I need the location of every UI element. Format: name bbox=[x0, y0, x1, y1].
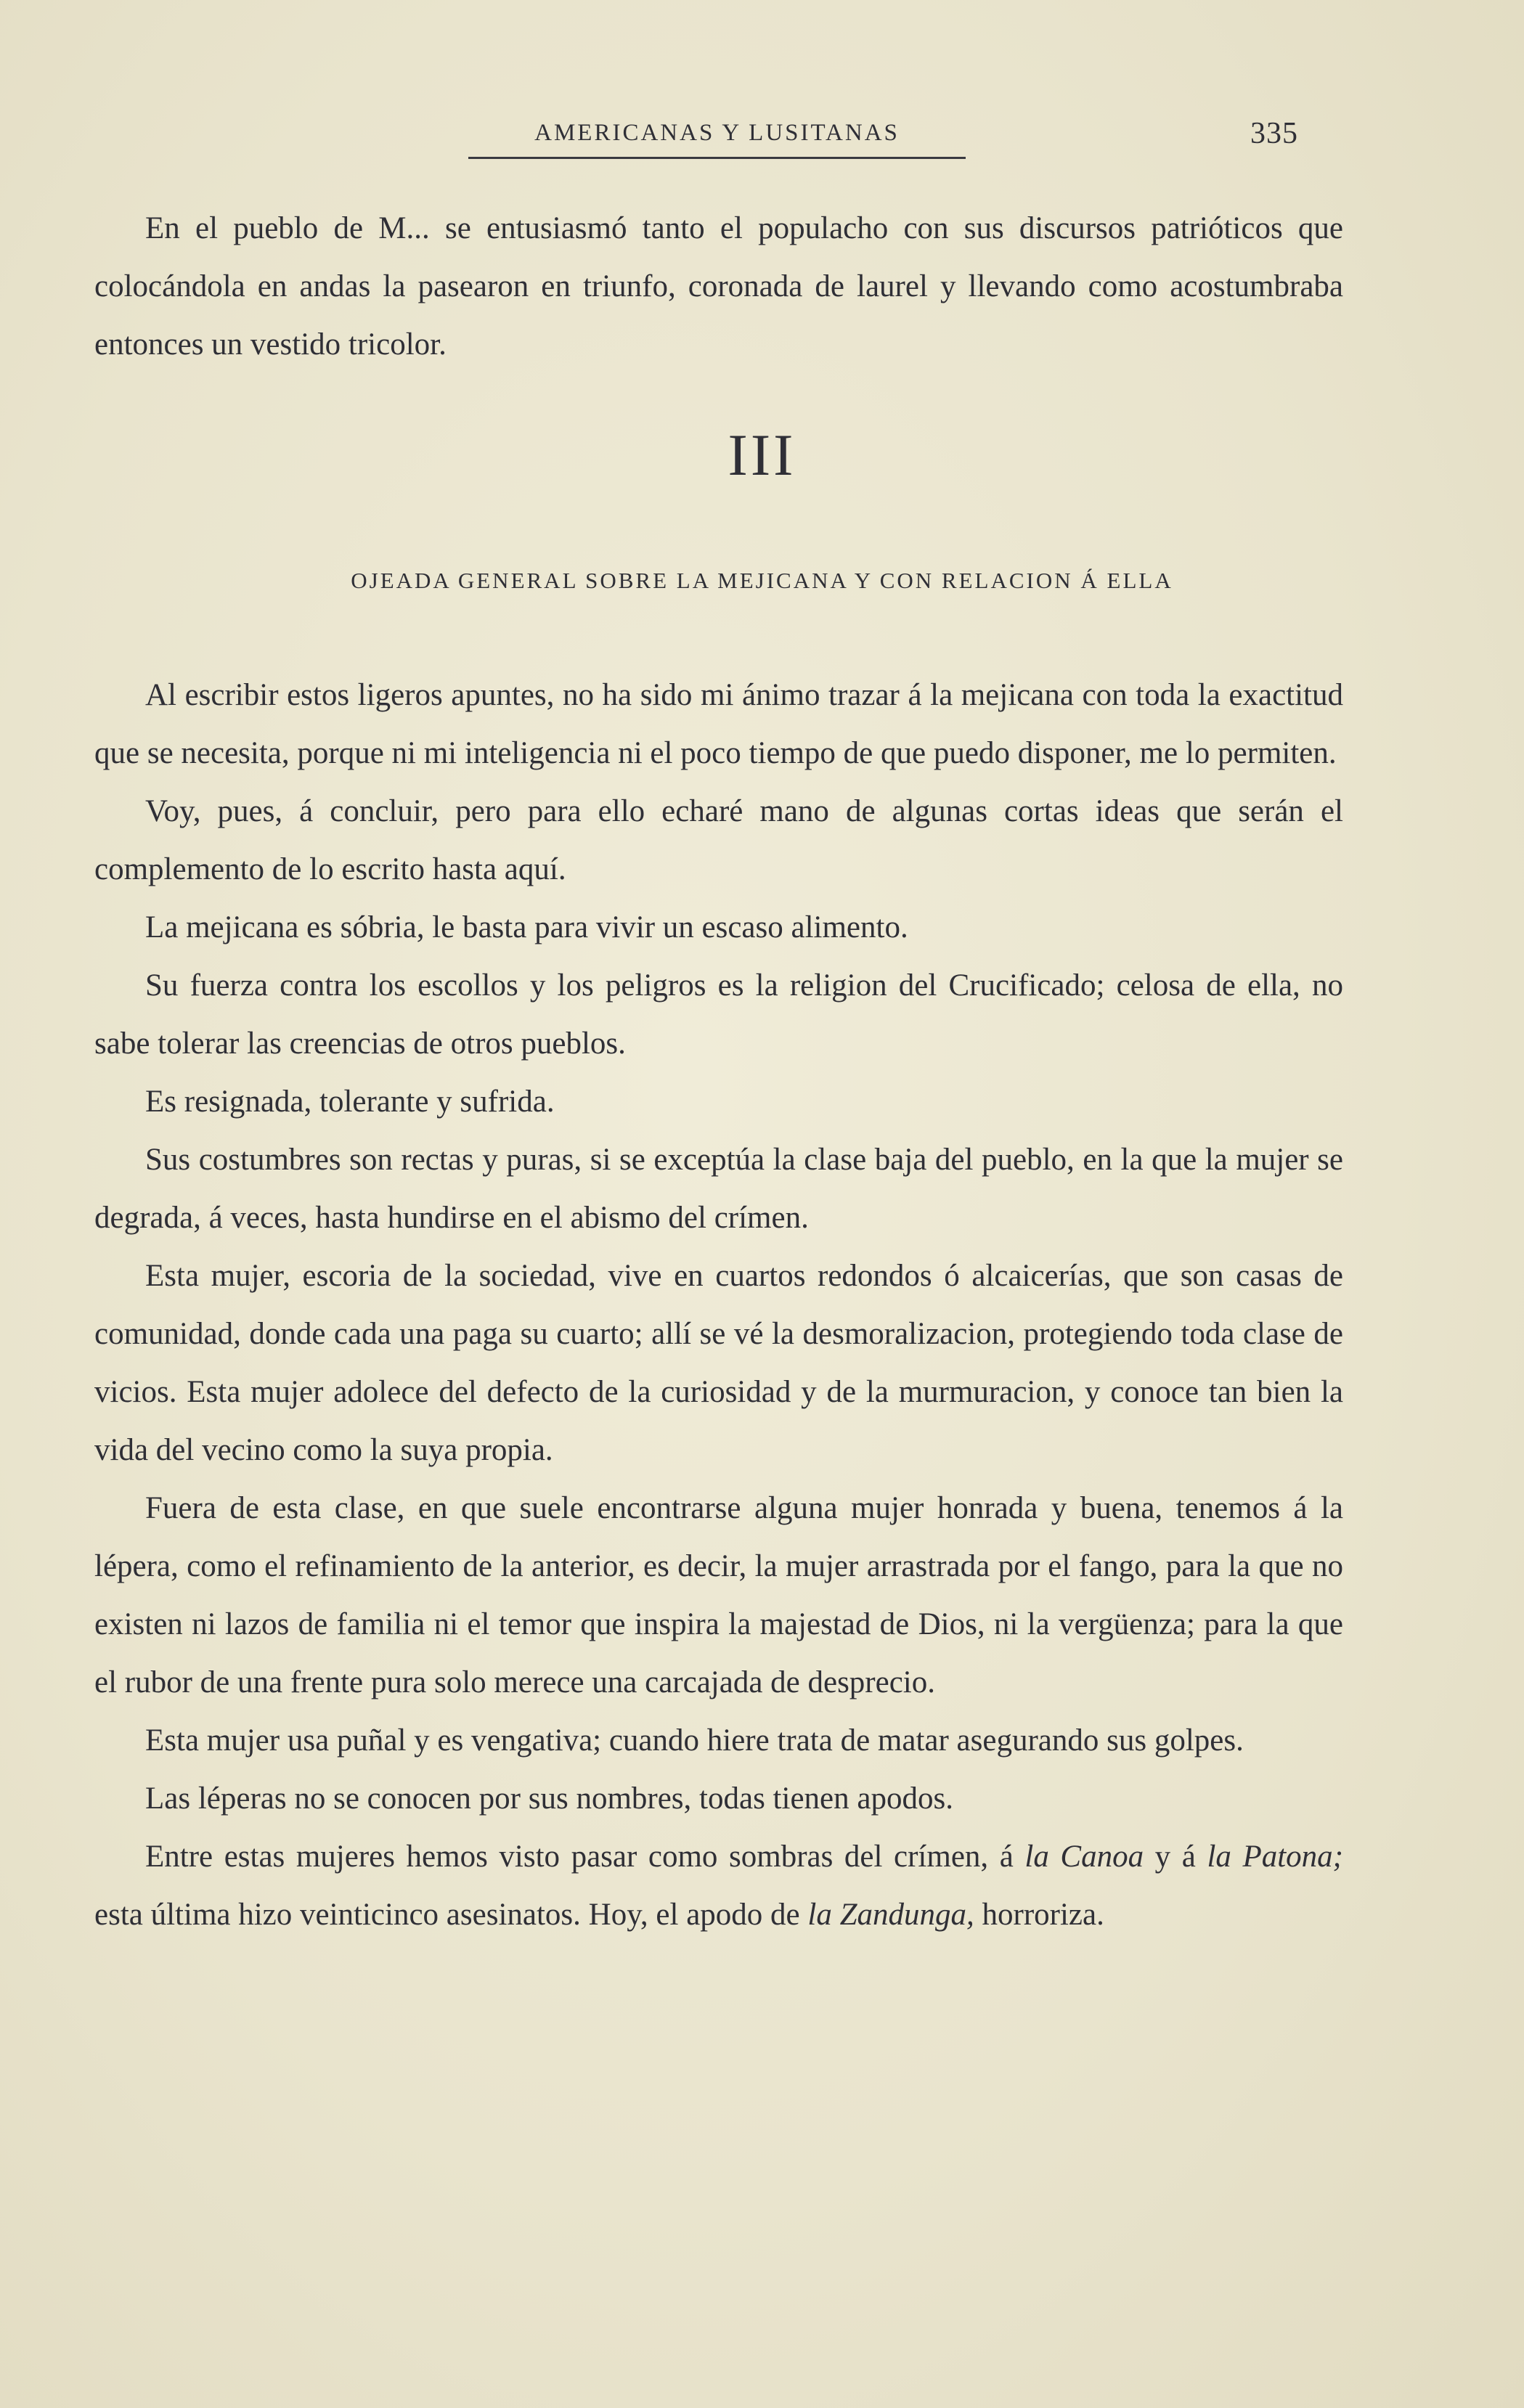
text-run: esta última hizo veinticinco asesinatos. Hoy, el apodo de bbox=[94, 1898, 808, 1932]
nickname-zandunga: la Zandunga, bbox=[807, 1898, 974, 1932]
paragraph: Su fuerza contra los escollos y los peligros es la religion del Crucificado; celosa de ella, no sabe tolerar las creencias de otros pueblos. bbox=[94, 968, 1343, 1061]
text-run: horroriza. bbox=[974, 1898, 1104, 1932]
paragraph: Fuera de esta clase, en que suele encontrarse alguna mujer honrada y buena, tenemos á la lépera, como el refinamiento de la anterior, es decir, la mujer arrastrada por el fango, para la que no existen ni lazos de familia ni el temor que inspira la majestad de Dios, ni la vergüenza; para la que el rubor de una frente pura solo merece una carcajada de desprecio. bbox=[94, 1491, 1343, 1699]
text-run: y á bbox=[1144, 1840, 1207, 1874]
nickname-canoa: la Canoa bbox=[1024, 1840, 1144, 1874]
paragraph: La mejicana es sóbria, le basta para vivir un escaso alimento. bbox=[145, 910, 908, 944]
paragraph: Esta mujer, escoria de la sociedad, vive en cuartos redondos ó alcaicerías, que son casas de comunidad, donde cada una paga su cuarto; allí se vé la desmoralizacion, protegiendo toda clase de vicios. Esta mujer adolece del defecto de la curiosidad y de la murmuracion, y conoce tan bien la vida del vecino como la suya propia. bbox=[94, 1259, 1343, 1467]
paragraph: Sus costumbres son rectas y puras, si se exceptúa la clase baja del pueblo, en la que la mujer se degrada, á veces, hasta hundirse en el abismo del crímen. bbox=[94, 1143, 1343, 1235]
section-body bbox=[94, 666, 1343, 1944]
page-number: 335 bbox=[1250, 117, 1298, 150]
paragraph: Las léperas no se conocen por sus nombres, todas tienen apodos. bbox=[145, 1781, 953, 1816]
text-run: Entre estas mujeres hemos visto pasar como sombras del crímen, á bbox=[145, 1840, 1025, 1874]
section-title: OJEADA GENERAL SOBRE LA MEJICANA Y CON RELACION Á ELLA bbox=[351, 568, 1173, 593]
section-number: III bbox=[728, 422, 796, 488]
running-title: AMERICANAS Y LUSITANAS bbox=[468, 120, 966, 159]
paragraph: Es resignada, tolerante y sufrida. bbox=[145, 1085, 555, 1119]
nickname-patona: la Patona; bbox=[1207, 1840, 1343, 1874]
paragraph: Esta mujer usa puñal y es vengativa; cuando hiere trata de matar asegurando sus golpes. bbox=[145, 1723, 1244, 1758]
paragraph: Al escribir estos ligeros apuntes, no ha sido mi ánimo trazar á la mejicana con toda la exactitud que se necesita, porque ni mi inteligencia ni el poco tiempo de que puedo disponer, me lo permiten. bbox=[94, 678, 1343, 770]
paragraph: Voy, pues, á concluir, pero para ello echaré mano de algunas cortas ideas que serán el complemento de lo escrito hasta aquí. bbox=[94, 794, 1343, 886]
intro-text bbox=[94, 200, 1343, 374]
final-paragraph bbox=[94, 1828, 1343, 1944]
paragraph: En el pueblo de M... se entusiasmó tanto el populacho con sus discursos patrióticos que colocándola en andas la pasearon en triunfo, coronada de laurel y llevando como acostumbraba entonces un vestido tricolor. bbox=[94, 211, 1343, 362]
